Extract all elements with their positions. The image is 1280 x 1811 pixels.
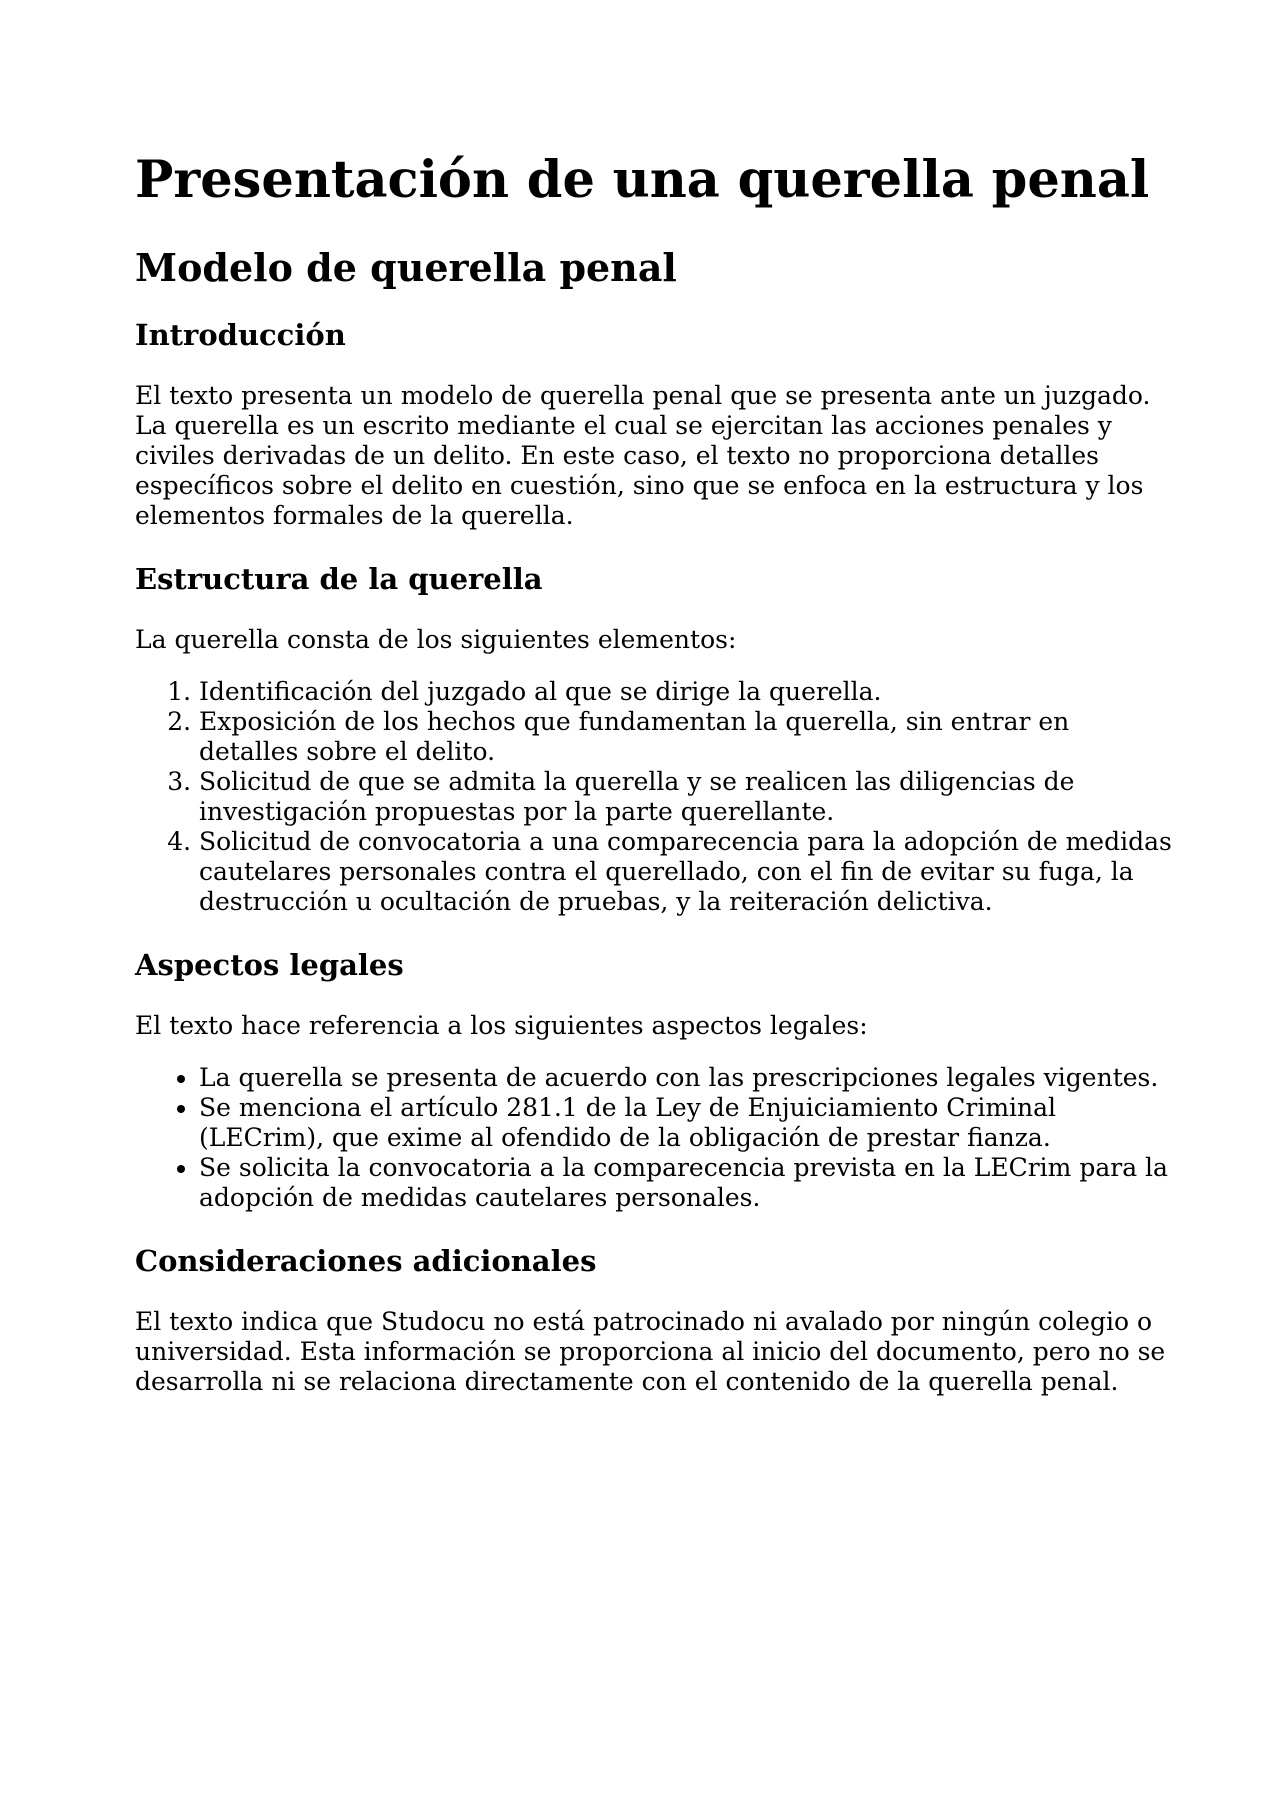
document-title: Presentación de una querella penal xyxy=(135,150,1150,210)
section-heading: Estructura de la querella xyxy=(135,562,543,596)
section-estructura xyxy=(135,561,1175,917)
section-paragraph: El texto indica que Studocu no está patrocinado ni avalado por ningún colegio o universidad. Esta información se proporciona al inicio del documento, pero no se desarrolla ni se relaciona directamente con el contenido de la querella penal. xyxy=(135,1307,1166,1396)
section-paragraph: El texto hace referencia a los siguientes aspectos legales: xyxy=(135,1011,868,1040)
section-heading: Consideraciones adicionales xyxy=(135,1244,597,1278)
bullet-list xyxy=(135,1063,1175,1213)
list-item: 4. Solicitud de convocatoria a una comparecencia para la adopción de medidas cautelares personales contra el querellado, con el fin de evitar su fuga, la destrucción u ocultación de pruebas, y la reiteración delictiva. xyxy=(199,827,1175,917)
section-paragraph: El texto presenta un modelo de querella penal que se presenta ante un juzgado. La querella es un escrito mediante el cual se ejercitan las acciones penales y civiles derivadas de un delito. En este caso, el texto no proporciona detalles específicos sobre el delito en cuestión, sino que se enfoca en la estructura y los elementos formales de la querella. xyxy=(135,381,1151,530)
document-subtitle: Modelo de querella penal xyxy=(135,245,677,290)
list-item: • La querella se presenta de acuerdo con las prescripciones legales vigentes. xyxy=(199,1063,1175,1093)
list-item: • Se menciona el artículo 281.1 de la Ley de Enjuiciamiento Criminal (LECrim), que exime al ofendido de la obligación de prestar fianza. xyxy=(199,1093,1175,1153)
list-item: 2. Exposición de los hechos que fundamentan la querella, sin entrar en detalles sobre el delito. xyxy=(199,707,1175,767)
list-item: 1. Identificación del juzgado al que se dirige la querella. xyxy=(199,677,1175,707)
section-heading: Aspectos legales xyxy=(135,948,404,982)
section-introduccion xyxy=(135,317,1175,531)
list-item: • Se solicita la convocatoria a la comparecencia prevista en la LECrim para la adopción de medidas cautelares personales. xyxy=(199,1153,1175,1213)
section-consideraciones xyxy=(135,1243,1175,1397)
list-item: 3. Solicitud de que se admita la querella y se realicen las diligencias de investigación propuestas por la parte querellante. xyxy=(199,767,1175,827)
document-page xyxy=(135,150,1175,1427)
section-paragraph: La querella consta de los siguientes elementos: xyxy=(135,625,737,654)
section-heading: Introducción xyxy=(135,318,346,352)
numbered-list xyxy=(135,677,1175,917)
section-aspectos-legales xyxy=(135,947,1175,1213)
